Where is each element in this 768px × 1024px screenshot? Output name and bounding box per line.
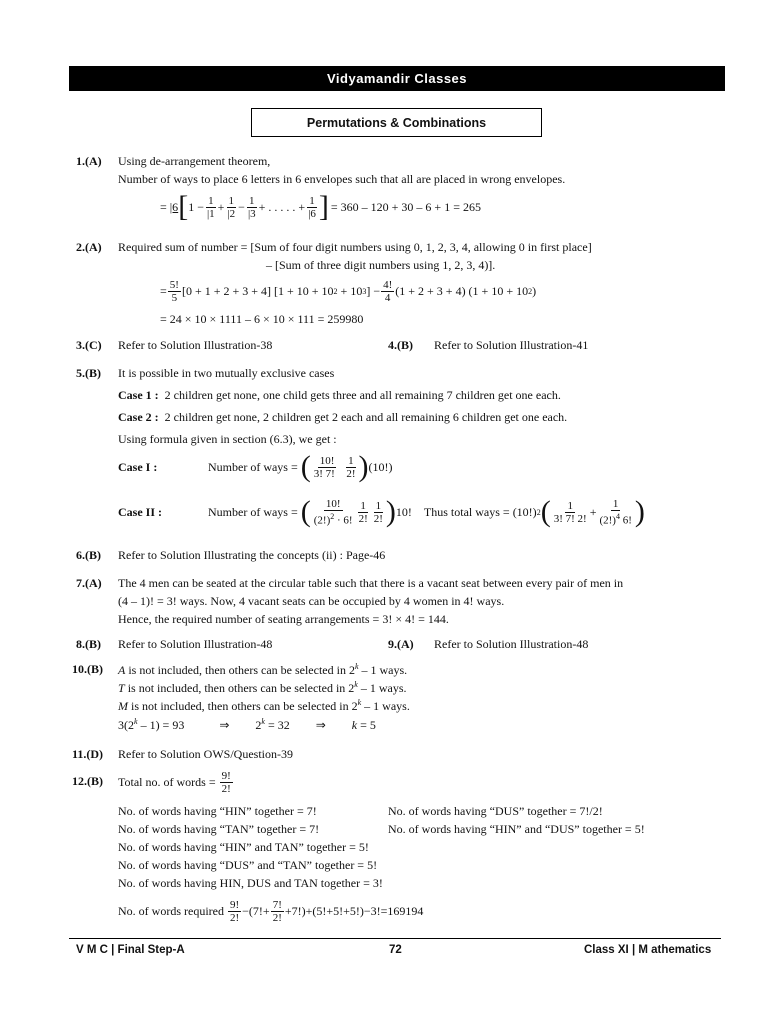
section-title-box (251, 108, 542, 137)
q10-l2-tail: – 1 ways. (357, 681, 407, 695)
q12-line-b: No. of words having “DUS” together = 7!/2! (388, 804, 603, 818)
q9-number: 9.(A) (388, 637, 414, 651)
q7-line2: (4 – 1)! = 3! ways. Now, 4 vacant seats can be occupied by 4 women in 4! ways. (118, 594, 505, 608)
q2-equation2: = 24 × 10 × 1111 – 6 × 10 × 111 = 259980 (160, 312, 364, 326)
q1-line2: Number of ways to place 6 letters in 6 envelopes such that all are placed in wrong envelopes. (118, 172, 566, 186)
q10-line1: A is not included, then others can be selected in 2$^k$ – 1 ways. (118, 662, 408, 677)
q8-number: 8.(B) (76, 637, 101, 651)
q5-case1-text: 2 children get none, one child gets three and all remaining 7 children get one each. (164, 388, 561, 402)
q5-case2-text: 2 children get none, 2 children get 2 each and all remaining 6 children get one each. (164, 410, 568, 424)
q2-line2: – [Sum of three digit numbers using 1, 2, 3, 4)]. (266, 258, 496, 272)
section-title: Permutations & Combinations (306, 115, 487, 130)
q5-caseII-label: Case II : (118, 505, 162, 519)
footer-left: V M C | Final Step-A (76, 944, 185, 956)
q4-text: Refer to Solution Illustration-41 (434, 338, 589, 352)
q5-line1: It is possible in two mutually exclusive cases (118, 366, 335, 380)
q3-text: Refer to Solution Illustration-38 (118, 338, 273, 352)
q12-required: No. of words required $\frac{9!}{2!}$ −(7!+ $\frac{7!}{2!}$ +7!)+(5!+5!+5!)−3!=169194 (118, 898, 424, 924)
q6-number: 6.(B) (76, 548, 101, 562)
q11-text: Refer to Solution OWS/Question-39 (118, 747, 293, 761)
q11-number: 11.(D) (72, 747, 103, 761)
q10-number: 10.(B) (72, 662, 103, 676)
q10-l2-var: T (118, 681, 125, 695)
q5-caseII-ways-label: Number of ways = (208, 504, 298, 519)
q5-case1-label: Case 1 : (118, 388, 159, 402)
q2-equation1: = $\frac{5!}{5}$ [0 + 1 + 2 + 3 + 4] [1 + 10 + 10 2 + 10 3 ] − $\frac{4!}{4}$ (1 + 2 + 3 + 4) (1 + 10 + 10 2 ) (160, 278, 537, 304)
footer-right: Class XI | M athematics (584, 944, 712, 956)
q10-line3: M is not included, then others can be selected in 2$^k$ – 1 ways. (118, 698, 410, 713)
q1-result: = 360 – 120 + 30 – 6 + 1 = 265 (330, 199, 481, 214)
q1-equation: = |6 [ 1 − $\frac{1}{|1}$ + $\frac{1}{|2}$ − $\frac{1}{|3}$ + . . . . . + $\frac{1}{|6}$ ] = 360 – 120 + 30 – 6 + 1 = 265 (160, 190, 481, 223)
q7-number: 7.(A) (76, 576, 102, 590)
q5-caseII-formula: Number of ways = ( $\frac{10!}{(2!)^2 \cdot 6!}$ $\frac{1}{2!}$ $\frac{1}{2!}$ ) 10! Thus total ways = (10!) 2 ( $\frac{1}{3! 7! 2!}$ + $\frac{1}{(2!)^4 6!}$ ) (208, 495, 645, 528)
q2-eq1-part2: (1 + 2 + 3 + 4) (1 + 10 + 10 (395, 283, 529, 298)
q9-text: Refer to Solution Illustration-48 (434, 637, 589, 651)
q10-line2: T is not included, then others can be selected in 2$^k$ – 1 ways. (118, 680, 407, 695)
q12-line-c: No. of words having “TAN” together = 7! (118, 822, 320, 836)
q10-l3-tail: – 1 ways. (361, 699, 410, 713)
q8-text: Refer to Solution Illustration-48 (118, 637, 273, 651)
q5-number: 5.(B) (76, 366, 101, 380)
q10-l3-text: is not included, then others can be selected in 2 (128, 699, 358, 713)
q5-caseI-ways-label: Number of ways = (208, 459, 298, 474)
q2-number: 2.(A) (76, 240, 102, 254)
q1-number: 1.(A) (76, 154, 102, 168)
header-bar (69, 66, 725, 91)
header-title: Vidyamandir Classes (326, 71, 468, 86)
q12-line-f: No. of words having “DUS” and “TAN” together = 5! (118, 858, 378, 872)
q5-caseI-formula: Number of ways = ( $\frac{10!}{3! 7!}$ $\frac{1}{2!}$ ) (10!) (208, 450, 393, 483)
q6-text: Refer to Solution Illustrating the concepts (ii) : Page-46 (118, 548, 386, 562)
footer-rule (69, 938, 721, 939)
q12-line-a: No. of words having “HIN” together = 7! (118, 804, 317, 818)
q10-l1-var: A (118, 663, 126, 677)
q12-line-e: No. of words having “HIN” and TAN” together = 5! (118, 840, 369, 854)
q10-l1-tail: – 1 ways. (358, 663, 408, 677)
q5-case2-label: Case 2 : (118, 410, 159, 424)
q10-line4: 3(2$^k$ – 1) = 93 ⇒ $2^k = 32$ ⇒ k = 5 (118, 717, 376, 732)
q7-line1: The 4 men can be seated at the circular table such that there is a vacant seat between every pair of men in (118, 576, 624, 590)
q1-line1: Using de-arrangement theorem, (118, 154, 271, 168)
q2-line1: Required sum of number = [Sum of four digit numbers using 0, 1, 2, 3, 4, allowing 0 in first place] (118, 240, 592, 254)
q3-number: 3.(C) (76, 338, 102, 352)
q10-l2-text: is not included, then others can be selected in 2 (124, 681, 355, 695)
q7-line3: Hence, the required number of seating arrangements = 3! × 4! = 144. (118, 612, 449, 626)
q5-total-label: Thus total ways = (423, 504, 510, 519)
q5-case1 (118, 388, 561, 403)
q12-line-d: No. of words having “HIN” and “DUS” together = 5! (388, 822, 645, 836)
q12-line-g: No. of words having HIN, DUS and TAN together = 3! (118, 876, 383, 890)
q12-required-label: No. of words required (118, 903, 224, 918)
q10-l1-text: is not included, then others can be selected in 2 (125, 663, 355, 677)
q10-l3-var: M (118, 699, 128, 713)
q4-number: 4.(B) (388, 338, 413, 352)
q2-eq1-part1: [0 + 1 + 2 + 3 + 4] [1 + 10 + 10 (181, 283, 334, 298)
q5-caseI-label: Case I : (118, 460, 158, 474)
footer-page-number: 72 (389, 944, 402, 956)
q5-case2 (118, 410, 567, 425)
q5-line4: Using formula given in section (6.3), we get : (118, 432, 337, 446)
q12-required-tail: +7!)+(5!+5!+5!)−3!=169194 (284, 903, 424, 918)
q12-total-label: Total no. of words = (118, 774, 216, 789)
q12-total: Total no. of words = $\frac{9!}{2!}$ (118, 769, 231, 795)
q12-number: 12.(B) (72, 774, 103, 788)
